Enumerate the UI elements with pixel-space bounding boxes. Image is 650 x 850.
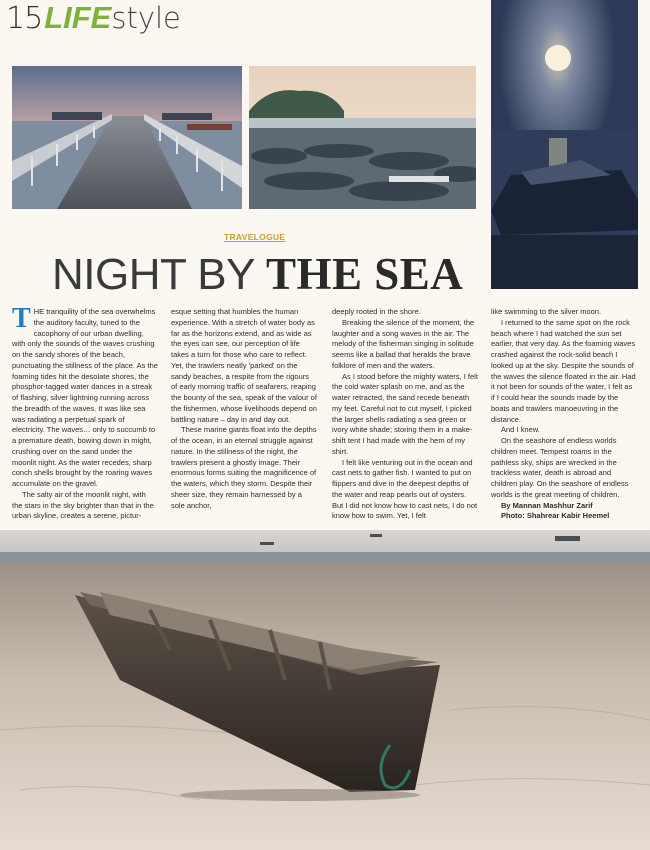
- headline-bold: THE SEA: [265, 249, 464, 299]
- article-column-3: [332, 307, 478, 522]
- headline-light: NIGHT BY: [52, 250, 266, 299]
- paragraph: Breaking the silence of the moment, the laughter and a song waves in the air. The melody of the fisherman singing in solitude seems like a ballad that heralds the brave folklore of men and the waters.: [332, 317, 475, 370]
- paragraph: On the seashore of endless worlds children meet. Tempest roams in the pathless sky, ships are wrecked in the trackless water, death is abroad and children play. On the seashore of endless worlds is the great meeting of children.: [491, 436, 629, 499]
- paragraph: As I stood before the mighty waters, I felt the cold water splash on me, and as the water retracted, the sand recede beneath my feet. Careful not to cut myself, I picked the larger shells radiating a sea green or ivory white shade; storing them in a make-shift tent I had made with the hem of my shirt.: [332, 371, 478, 456]
- section-title-light: style: [111, 1, 181, 35]
- section-title-bold: LIFE: [44, 0, 112, 35]
- paragraph: THE tranquility of the sea overwhelms the auditory faculty, tuned to the cacophony of our urban dwelling, with only the sounds of the waves crushing on the sandy shores of the beach, punctuating the stillness of the place. As the foaming tides hit the desolate shores, the phosphor-tagged water dances in a streak of flashing, silver lightning running across the breadth of the waves. It was like sea was radiating a perpetual spark of electricity. The waves… only to succumb to a premature death, bowing down in might, crushing over on the sand under the moonlit night. As the water recedes, sharp conch shells brought by the roaring waves accumulate on the gravel.: [12, 303, 158, 488]
- paragraph: deeply rooted in the shore.: [332, 307, 421, 316]
- paragraph: like swimming to the silver moon.: [491, 307, 602, 316]
- rock-beach-photo: [249, 66, 476, 209]
- paragraph: I returned to the same spot on the rock beach where I had watched the sun set earlier, that very day. As the foaming waves crashed against the rock-solid beach I looked up at the sky. Despite the sounds of the waves the silence floated in the air. Had it not been for sounds of the water, I felt as if I could hear the sounds made by the boats and trawlers manoeuvring in the distance.: [491, 317, 636, 424]
- author-byline: By Mannan Mashhur Zarif: [501, 500, 593, 510]
- paragraph: I felt like venturing out in the ocean and cast nets to gather fish. I wanted to put on flippers and dive in the deepest depths of the water and reap pearls out of oysters. But I did not know how to cast nets, I do not know how to swim. Yet, I felt: [332, 457, 478, 521]
- page-number: 15: [6, 1, 43, 36]
- pier-photo: [12, 66, 242, 209]
- article-column-1: [12, 303, 158, 522]
- boat-on-beach-photo: [0, 530, 650, 850]
- article-column-4: [491, 307, 637, 522]
- paragraph: The salty air of the moonlit night, with the stars in the sky brighter than that in the urban skyline, creates a serene, pictur-: [12, 489, 154, 521]
- moonlit-boat-photo: [491, 0, 638, 289]
- section-kicker: TRAVELOGUE: [224, 232, 286, 242]
- page-title: [52, 248, 463, 300]
- paragraph: And I knew.: [501, 425, 540, 435]
- paragraph: esque setting that humbles the human experience. With a stretch of water body as far as the horizons extend, and as wide as the eyes can see, our perception of life takes a turn for those who care to reflect. Yet, the trawlers neatly 'parked' on the sandy beaches, a respite from the rigours of early morning traffic of seafarers, reaping the bounty of the sea, speak of the valour of the fishermen, whose livelihoods depend on battling nature – day in and day out.: [171, 307, 317, 424]
- article-column-2: [171, 307, 317, 511]
- photo-credit: Photo: Shahrear Kabir Heemel: [501, 511, 610, 521]
- paragraph: These marine giants float into the depths of the ocean, in an eternal struggle against nature. In the stillness of the night, the trawlers present a ghostly image. Their enormous forms suiting the magnificence of the waters, which they storm. Despite their sheer size, they remain harnessed by a sole anchor,: [171, 425, 317, 510]
- drop-cap: T: [12, 303, 31, 334]
- section-header: [6, 0, 181, 36]
